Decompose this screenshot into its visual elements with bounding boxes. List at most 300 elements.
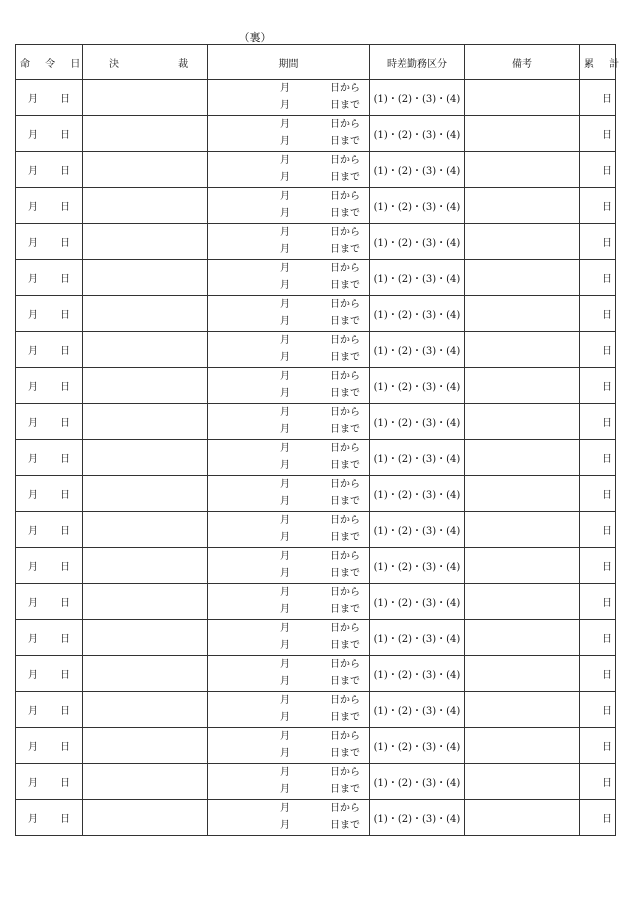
order-date-cell[interactable] [16, 404, 83, 440]
division-cell[interactable] [370, 224, 465, 260]
remarks-cell[interactable] [465, 512, 580, 548]
cumulative-cell[interactable] [580, 188, 616, 224]
cumulative-unit: 日 [602, 562, 612, 573]
approval-cell[interactable] [83, 80, 208, 116]
table-row [16, 728, 616, 764]
cumulative-cell[interactable] [580, 620, 616, 656]
cumulative-unit: 日 [602, 274, 612, 285]
period-to-month: 月 [280, 100, 290, 111]
approval-cell[interactable] [83, 476, 208, 512]
remarks-cell[interactable] [465, 584, 580, 620]
order-day-label: 日 [60, 562, 70, 573]
approval-cell[interactable] [83, 728, 208, 764]
approval-cell[interactable] [83, 548, 208, 584]
cumulative-cell[interactable] [580, 116, 616, 152]
period-to-line [208, 673, 369, 691]
order-date-cell[interactable] [16, 728, 83, 764]
period-cell[interactable] [208, 584, 370, 620]
period-to-month: 月 [280, 712, 290, 723]
approval-cell[interactable] [83, 116, 208, 152]
period-to-month: 月 [280, 316, 290, 327]
order-day-label: 日 [60, 382, 70, 393]
order-date-cell[interactable] [16, 656, 83, 692]
period-cell[interactable] [208, 116, 370, 152]
order-date-cell[interactable] [16, 692, 83, 728]
period-to-month: 月 [280, 568, 290, 579]
remarks-cell[interactable] [465, 260, 580, 296]
order-date-cell[interactable] [16, 116, 83, 152]
division-cell[interactable] [370, 332, 465, 368]
cumulative-unit: 日 [602, 706, 612, 717]
table-row [16, 224, 616, 260]
approval-cell[interactable] [83, 260, 208, 296]
order-month-label: 月 [28, 418, 38, 429]
order-date-cell[interactable] [16, 80, 83, 116]
division-options: (1)・(2)・(3)・(4) [373, 382, 461, 393]
division-cell[interactable] [370, 116, 465, 152]
period-to-line [208, 277, 369, 295]
remarks-cell[interactable] [465, 440, 580, 476]
period-cell[interactable] [208, 80, 370, 116]
period-from-day: 日から [330, 515, 360, 526]
period-cell[interactable] [208, 404, 370, 440]
period-from-month: 月 [280, 263, 290, 274]
period-from-line [208, 620, 369, 638]
approval-cell[interactable] [83, 764, 208, 800]
remarks-cell[interactable] [465, 800, 580, 836]
order-date-cell[interactable] [16, 368, 83, 404]
period-to-line [208, 709, 369, 727]
cumulative-cell[interactable] [580, 224, 616, 260]
division-cell[interactable] [370, 188, 465, 224]
remarks-cell[interactable] [465, 188, 580, 224]
period-from-line [208, 584, 369, 602]
approval-cell[interactable] [83, 656, 208, 692]
period-to-day: 日まで [330, 676, 360, 687]
period-from-line [208, 476, 369, 494]
period-to-line [208, 97, 369, 115]
period-from-day: 日から [330, 83, 360, 94]
order-date-cell[interactable] [16, 584, 83, 620]
division-cell[interactable] [370, 656, 465, 692]
period-from-month: 月 [280, 371, 290, 382]
period-from-line [208, 728, 369, 746]
period-to-line [208, 241, 369, 259]
period-cell[interactable] [208, 548, 370, 584]
order-date-cell[interactable] [16, 440, 83, 476]
period-cell[interactable] [208, 368, 370, 404]
order-date-cell[interactable] [16, 548, 83, 584]
cumulative-cell[interactable] [580, 800, 616, 836]
cumulative-cell[interactable] [580, 260, 616, 296]
division-options: (1)・(2)・(3)・(4) [373, 454, 461, 465]
period-to-month: 月 [280, 424, 290, 435]
period-to-day: 日まで [330, 172, 360, 183]
order-day-label: 日 [60, 742, 70, 753]
division-options: (1)・(2)・(3)・(4) [373, 238, 461, 249]
order-month-label: 月 [28, 166, 38, 177]
table-row [16, 404, 616, 440]
order-date-cell[interactable] [16, 800, 83, 836]
table-row [16, 332, 616, 368]
order-date-cell[interactable] [16, 512, 83, 548]
period-from-day: 日から [330, 551, 360, 562]
period-to-line [208, 781, 369, 799]
division-cell[interactable] [370, 692, 465, 728]
order-day-label: 日 [60, 526, 70, 537]
cumulative-cell[interactable] [580, 764, 616, 800]
period-from-day: 日から [330, 659, 360, 670]
approval-cell[interactable] [83, 584, 208, 620]
period-to-line [208, 133, 369, 151]
order-date-cell[interactable] [16, 224, 83, 260]
period-from-month: 月 [280, 767, 290, 778]
page-back-mark: （裏） [238, 31, 272, 44]
period-to-month: 月 [280, 532, 290, 543]
table-row [16, 512, 616, 548]
cumulative-cell[interactable] [580, 404, 616, 440]
remarks-cell[interactable] [465, 764, 580, 800]
period-from-day: 日から [330, 371, 360, 382]
period-to-day: 日まで [330, 784, 360, 795]
period-from-month: 月 [280, 515, 290, 526]
period-from-line [208, 260, 369, 278]
cumulative-unit: 日 [602, 166, 612, 177]
order-month-label: 月 [28, 274, 38, 285]
period-from-day: 日から [330, 407, 360, 418]
header-cumulative: 累 計 [580, 45, 616, 80]
table-row [16, 80, 616, 116]
division-cell[interactable] [370, 584, 465, 620]
period-cell[interactable] [208, 764, 370, 800]
header-remarks: 備考 [465, 45, 580, 80]
cumulative-cell[interactable] [580, 512, 616, 548]
table-row [16, 692, 616, 728]
cumulative-unit: 日 [602, 526, 612, 537]
table-row [16, 620, 616, 656]
approval-cell[interactable] [83, 332, 208, 368]
period-from-day: 日から [330, 587, 360, 598]
order-day-label: 日 [60, 202, 70, 213]
period-from-month: 月 [280, 407, 290, 418]
remarks-cell[interactable] [465, 404, 580, 440]
division-cell[interactable] [370, 80, 465, 116]
period-from-month: 月 [280, 227, 290, 238]
period-to-line [208, 601, 369, 619]
header-period: 期間 [208, 45, 370, 80]
cumulative-unit: 日 [602, 202, 612, 213]
period-from-day: 日から [330, 263, 360, 274]
order-date-cell[interactable] [16, 332, 83, 368]
division-options: (1)・(2)・(3)・(4) [373, 130, 461, 141]
period-cell[interactable] [208, 260, 370, 296]
division-cell[interactable] [370, 260, 465, 296]
approval-cell[interactable] [83, 692, 208, 728]
period-to-day: 日まで [330, 280, 360, 291]
period-to-day: 日まで [330, 568, 360, 579]
division-options: (1)・(2)・(3)・(4) [373, 742, 461, 753]
cumulative-unit: 日 [602, 742, 612, 753]
period-to-month: 月 [280, 496, 290, 507]
period-to-day: 日まで [330, 532, 360, 543]
order-month-label: 月 [28, 598, 38, 609]
order-month-label: 月 [28, 634, 38, 645]
order-month-label: 月 [28, 490, 38, 501]
approval-cell[interactable] [83, 440, 208, 476]
period-to-month: 月 [280, 172, 290, 183]
order-month-label: 月 [28, 742, 38, 753]
period-cell[interactable] [208, 188, 370, 224]
approval-cell[interactable] [83, 224, 208, 260]
period-to-line [208, 817, 369, 835]
order-month-label: 月 [28, 778, 38, 789]
order-date-cell[interactable] [16, 296, 83, 332]
period-to-line [208, 457, 369, 475]
period-from-month: 月 [280, 551, 290, 562]
approval-cell[interactable] [83, 152, 208, 188]
order-month-label: 月 [28, 670, 38, 681]
cumulative-cell[interactable] [580, 692, 616, 728]
period-from-day: 日から [330, 731, 360, 742]
remarks-cell[interactable] [465, 728, 580, 764]
period-from-line [208, 188, 369, 206]
table-row [16, 188, 616, 224]
order-day-label: 日 [60, 454, 70, 465]
period-to-line [208, 313, 369, 331]
header-order-date: 命 令 日 [16, 45, 83, 80]
remarks-cell[interactable] [465, 296, 580, 332]
period-to-day: 日まで [330, 244, 360, 255]
period-from-day: 日から [330, 623, 360, 634]
period-from-month: 月 [280, 335, 290, 346]
division-cell[interactable] [370, 296, 465, 332]
order-month-label: 月 [28, 346, 38, 357]
order-day-label: 日 [60, 490, 70, 501]
division-cell[interactable] [370, 152, 465, 188]
cumulative-unit: 日 [602, 418, 612, 429]
order-date-cell[interactable] [16, 764, 83, 800]
cumulative-unit: 日 [602, 346, 612, 357]
period-from-month: 月 [280, 191, 290, 202]
approval-cell[interactable] [83, 512, 208, 548]
remarks-cell[interactable] [465, 368, 580, 404]
period-from-day: 日から [330, 191, 360, 202]
cumulative-cell[interactable] [580, 152, 616, 188]
period-to-line [208, 565, 369, 583]
division-cell[interactable] [370, 620, 465, 656]
period-from-day: 日から [330, 695, 360, 706]
division-options: (1)・(2)・(3)・(4) [373, 346, 461, 357]
approval-cell[interactable] [83, 800, 208, 836]
period-cell[interactable] [208, 512, 370, 548]
period-from-line [208, 764, 369, 782]
cumulative-unit: 日 [602, 598, 612, 609]
period-to-month: 月 [280, 640, 290, 651]
period-to-month: 月 [280, 460, 290, 471]
period-to-line [208, 205, 369, 223]
period-from-day: 日から [330, 119, 360, 130]
order-day-label: 日 [60, 598, 70, 609]
approval-cell[interactable] [83, 296, 208, 332]
approval-cell[interactable] [83, 188, 208, 224]
cumulative-cell[interactable] [580, 332, 616, 368]
division-options: (1)・(2)・(3)・(4) [373, 274, 461, 285]
table-row [16, 656, 616, 692]
order-day-label: 日 [60, 634, 70, 645]
order-date-cell[interactable] [16, 152, 83, 188]
period-cell[interactable] [208, 296, 370, 332]
period-to-line [208, 529, 369, 547]
division-cell[interactable] [370, 368, 465, 404]
remarks-cell[interactable] [465, 656, 580, 692]
period-from-line [208, 440, 369, 458]
period-from-line [208, 512, 369, 530]
table-row [16, 764, 616, 800]
period-from-line [208, 116, 369, 134]
period-cell[interactable] [208, 224, 370, 260]
period-to-day: 日まで [330, 460, 360, 471]
cumulative-unit: 日 [602, 130, 612, 141]
division-options: (1)・(2)・(3)・(4) [373, 670, 461, 681]
division-cell[interactable] [370, 404, 465, 440]
table-row [16, 296, 616, 332]
period-to-day: 日まで [330, 604, 360, 615]
division-options: (1)・(2)・(3)・(4) [373, 634, 461, 645]
order-month-label: 月 [28, 202, 38, 213]
cumulative-cell[interactable] [580, 368, 616, 404]
period-from-line [208, 548, 369, 566]
period-to-month: 月 [280, 244, 290, 255]
period-to-month: 月 [280, 820, 290, 831]
remarks-cell[interactable] [465, 476, 580, 512]
header-approval: 決 裁 [83, 45, 208, 80]
period-to-day: 日まで [330, 748, 360, 759]
period-to-line [208, 745, 369, 763]
order-day-label: 日 [60, 166, 70, 177]
period-from-month: 月 [280, 695, 290, 706]
period-from-month: 月 [280, 659, 290, 670]
remarks-cell[interactable] [465, 692, 580, 728]
order-date-cell[interactable] [16, 620, 83, 656]
cumulative-unit: 日 [602, 454, 612, 465]
order-month-label: 月 [28, 382, 38, 393]
division-cell[interactable] [370, 440, 465, 476]
period-to-line [208, 637, 369, 655]
remarks-cell[interactable] [465, 80, 580, 116]
period-from-month: 月 [280, 803, 290, 814]
period-cell[interactable] [208, 728, 370, 764]
period-to-month: 月 [280, 208, 290, 219]
order-day-label: 日 [60, 274, 70, 285]
period-to-day: 日まで [330, 712, 360, 723]
order-month-label: 月 [28, 814, 38, 825]
period-from-line [208, 800, 369, 818]
order-date-cell[interactable] [16, 260, 83, 296]
period-from-month: 月 [280, 443, 290, 454]
division-cell[interactable] [370, 512, 465, 548]
cumulative-cell[interactable] [580, 548, 616, 584]
period-cell[interactable] [208, 152, 370, 188]
period-from-month: 月 [280, 299, 290, 310]
approval-cell[interactable] [83, 404, 208, 440]
period-cell[interactable] [208, 656, 370, 692]
division-options: (1)・(2)・(3)・(4) [373, 166, 461, 177]
period-cell[interactable] [208, 800, 370, 836]
period-to-day: 日まで [330, 496, 360, 507]
period-cell[interactable] [208, 620, 370, 656]
cumulative-cell[interactable] [580, 80, 616, 116]
period-from-month: 月 [280, 623, 290, 634]
table-row [16, 800, 616, 836]
header-division: 時差勤務区分 [370, 45, 465, 80]
remarks-cell[interactable] [465, 620, 580, 656]
division-cell[interactable] [370, 800, 465, 836]
order-day-label: 日 [60, 94, 70, 105]
cumulative-cell[interactable] [580, 584, 616, 620]
period-cell[interactable] [208, 440, 370, 476]
period-to-month: 月 [280, 784, 290, 795]
period-to-day: 日まで [330, 316, 360, 327]
order-month-label: 月 [28, 706, 38, 717]
remarks-cell[interactable] [465, 548, 580, 584]
order-date-cell[interactable] [16, 476, 83, 512]
order-day-label: 日 [60, 814, 70, 825]
approval-cell[interactable] [83, 368, 208, 404]
period-from-month: 月 [280, 479, 290, 490]
division-cell[interactable] [370, 476, 465, 512]
period-cell[interactable] [208, 476, 370, 512]
table-row [16, 368, 616, 404]
cumulative-cell[interactable] [580, 476, 616, 512]
period-cell[interactable] [208, 692, 370, 728]
order-day-label: 日 [60, 706, 70, 717]
period-from-month: 月 [280, 155, 290, 166]
order-month-label: 月 [28, 526, 38, 537]
remarks-cell[interactable] [465, 332, 580, 368]
cumulative-cell[interactable] [580, 656, 616, 692]
division-cell[interactable] [370, 728, 465, 764]
table-row [16, 548, 616, 584]
cumulative-cell[interactable] [580, 440, 616, 476]
period-from-month: 月 [280, 731, 290, 742]
cumulative-cell[interactable] [580, 296, 616, 332]
period-from-day: 日から [330, 803, 360, 814]
order-date-cell[interactable] [16, 188, 83, 224]
period-to-month: 月 [280, 280, 290, 291]
table-row [16, 260, 616, 296]
cumulative-cell[interactable] [580, 728, 616, 764]
period-to-line [208, 385, 369, 403]
period-cell[interactable] [208, 332, 370, 368]
order-day-label: 日 [60, 778, 70, 789]
period-to-line [208, 421, 369, 439]
remarks-cell[interactable] [465, 224, 580, 260]
period-from-day: 日から [330, 299, 360, 310]
order-day-label: 日 [60, 418, 70, 429]
order-month-label: 月 [28, 130, 38, 141]
staggered-work-record-table [15, 44, 626, 836]
cumulative-unit: 日 [602, 778, 612, 789]
remarks-cell[interactable] [465, 152, 580, 188]
division-options: (1)・(2)・(3)・(4) [373, 562, 461, 573]
approval-cell[interactable] [83, 620, 208, 656]
period-to-day: 日まで [330, 388, 360, 399]
remarks-cell[interactable] [465, 116, 580, 152]
period-to-day: 日まで [330, 208, 360, 219]
period-to-line [208, 169, 369, 187]
division-cell[interactable] [370, 548, 465, 584]
division-cell[interactable] [370, 764, 465, 800]
